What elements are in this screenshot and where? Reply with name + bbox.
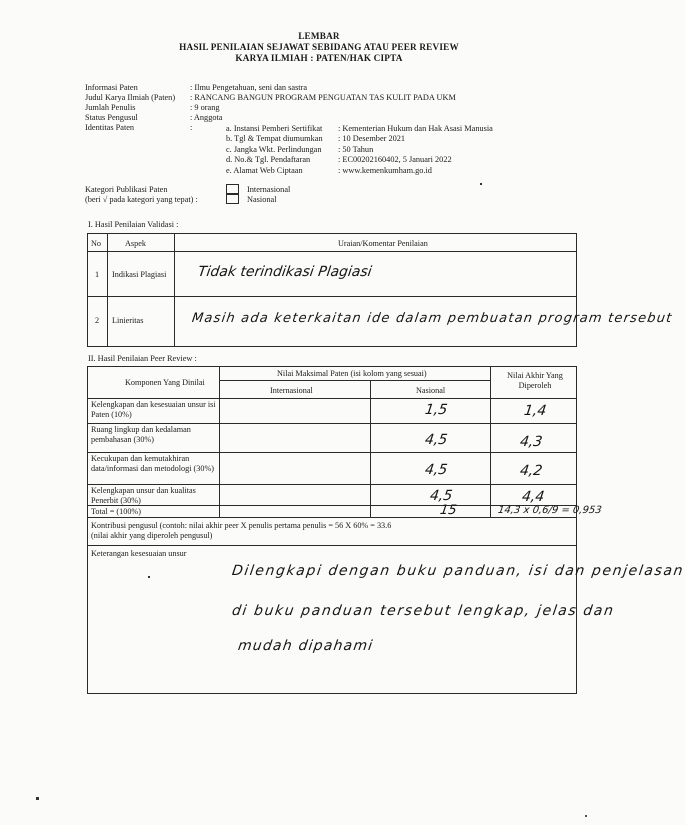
checkbox-nasional[interactable] (226, 194, 239, 204)
category-hint: (beri √ pada kategori yang tepat) : (85, 195, 198, 204)
info-value: : RANCANG BANGUN PROGRAM PENGUATAN TAS KULIT PADA UKM (190, 93, 456, 102)
identity-label: d. No.& Tgl. Pendaftaran (226, 155, 311, 164)
kontribusi-note: (nilai akhir yang diperoleh pengusul) (91, 531, 213, 540)
komponen-1: Kelengkapan dan kesesuaian unsur isi Paten (10%) (91, 400, 216, 419)
nilai-akhir-1: 1,4 (522, 403, 548, 419)
checkbox-internasional[interactable] (226, 184, 239, 194)
nilai-nasional-4: 4,5 (428, 488, 454, 504)
keterangan-line2: di buku panduan tersebut lengkap, jelas dan (230, 603, 616, 619)
handwritten-komentar: Masih ada keterkaitan ide dalam pembuatan program tersebut (190, 311, 674, 326)
info-label: Status Pengusul (85, 113, 138, 122)
row-aspek: Indikasi Plagiasi (112, 270, 167, 279)
scan-speck (585, 815, 587, 817)
col-komponen: Komponen Yang Dinilai (125, 378, 205, 387)
scan-speck (480, 183, 482, 185)
col-aspek: Aspek (125, 239, 146, 248)
header-line2: HASIL PENILAIAN SEJAWAT SEBIDANG ATAU PEER REVIEW (179, 42, 459, 52)
col-nilai-akhir: Nilai Akhir Yang Diperoleh (507, 371, 563, 390)
handwritten-komentar: Tidak terindikasi Plagiasi (196, 264, 373, 280)
nilai-nasional-3: 4,5 (423, 462, 449, 478)
scan-speck (36, 797, 39, 800)
info-value: : 9 orang (190, 103, 220, 112)
komponen-3: Kecukupan dan kemutakhiran data/informasi dan metodologi (30%) (91, 454, 215, 473)
info-label: Judul Karya Ilmiah (Paten) (85, 93, 176, 102)
keterangan-line1: Dilengkapi dengan buku panduan, isi dan penjelasan (230, 563, 685, 579)
kontribusi-text: Kontribusi pengusul (contoh: nilai akhir peer X penulis pertama penulis = 56 X 60% = 33.6 (91, 521, 392, 530)
keterangan-line3: mudah dipahami (236, 638, 375, 654)
category-label: Kategori Publikasi Paten (85, 185, 168, 194)
identity-value: : 10 Desember 2021 (338, 134, 406, 143)
keterangan-label: Keterangan kesesuaian unsur (91, 549, 187, 558)
col-nilai-max: Nilai Maksimal Paten (isi kolom yang sesuai) (277, 369, 427, 378)
komponen-2: Ruang lingkup dan kedalaman pembahasan (30%) (91, 425, 191, 444)
col-uraian: Uraian/Komentar Penilaian (338, 239, 428, 248)
info-label: Informasi Paten (85, 83, 138, 92)
nilai-akhir-3: 4,2 (518, 463, 544, 479)
row-aspek: Linieritas (112, 316, 144, 325)
nilai-akhir-4: 4,4 (520, 489, 546, 505)
header-line1: LEMBAR (298, 31, 340, 41)
info-label: Jumlah Penulis (85, 103, 136, 112)
total-akhir: 14,3 x 0,6/9 = 0,953 (497, 505, 603, 516)
nilai-nasional-2: 4,5 (423, 432, 449, 448)
identity-label: e. Alamat Web Ciptaan (226, 166, 303, 175)
info-value: : Ilmu Pengetahuan, seni dan sastra (190, 83, 308, 92)
identity-value: : 50 Tahun (338, 145, 374, 154)
total-nasional: 15 (438, 503, 458, 518)
option-nasional: Nasional (247, 195, 277, 204)
identity-value: : EC00202160402, 5 Januari 2022 (338, 155, 452, 164)
nilai-nasional-1: 1,5 (423, 402, 449, 418)
col-nasional: Nasional (416, 386, 446, 395)
info-value: : (190, 123, 193, 132)
info-value: : Anggota (190, 113, 223, 122)
header-line3: KARYA ILMIAH : PATEN/HAK CIPTA (235, 53, 403, 63)
col-internasional: Internasional (270, 386, 313, 395)
identity-value: : Kementerian Hukum dan Hak Asasi Manusia (338, 124, 493, 133)
row-no: 1 (95, 270, 100, 279)
identity-label: a. Instansi Pemberi Sertifikat (226, 124, 323, 133)
identity-value: : www.kemenkumham.go.id (338, 166, 432, 175)
section1-title: I. Hasil Penilaian Validasi : (88, 220, 179, 229)
scan-speck (148, 576, 150, 578)
col-no: No (91, 239, 102, 248)
komponen-4: Kelengkapan unsur dan kualitas Penerbit (30%) (91, 486, 196, 505)
option-internasional: Internasional (247, 185, 291, 194)
row-no: 2 (95, 316, 100, 325)
identity-label: c. Jangka Wkt. Perlindungan (226, 145, 322, 154)
nilai-akhir-2: 4,3 (518, 434, 544, 450)
identity-label: b. Tgl & Tempat diumumkan (226, 134, 323, 143)
section2-title: II. Hasil Penilaian Peer Review : (88, 354, 197, 363)
info-label: Identitas Paten (85, 123, 135, 132)
total-label: Total = (100%) (91, 507, 141, 516)
